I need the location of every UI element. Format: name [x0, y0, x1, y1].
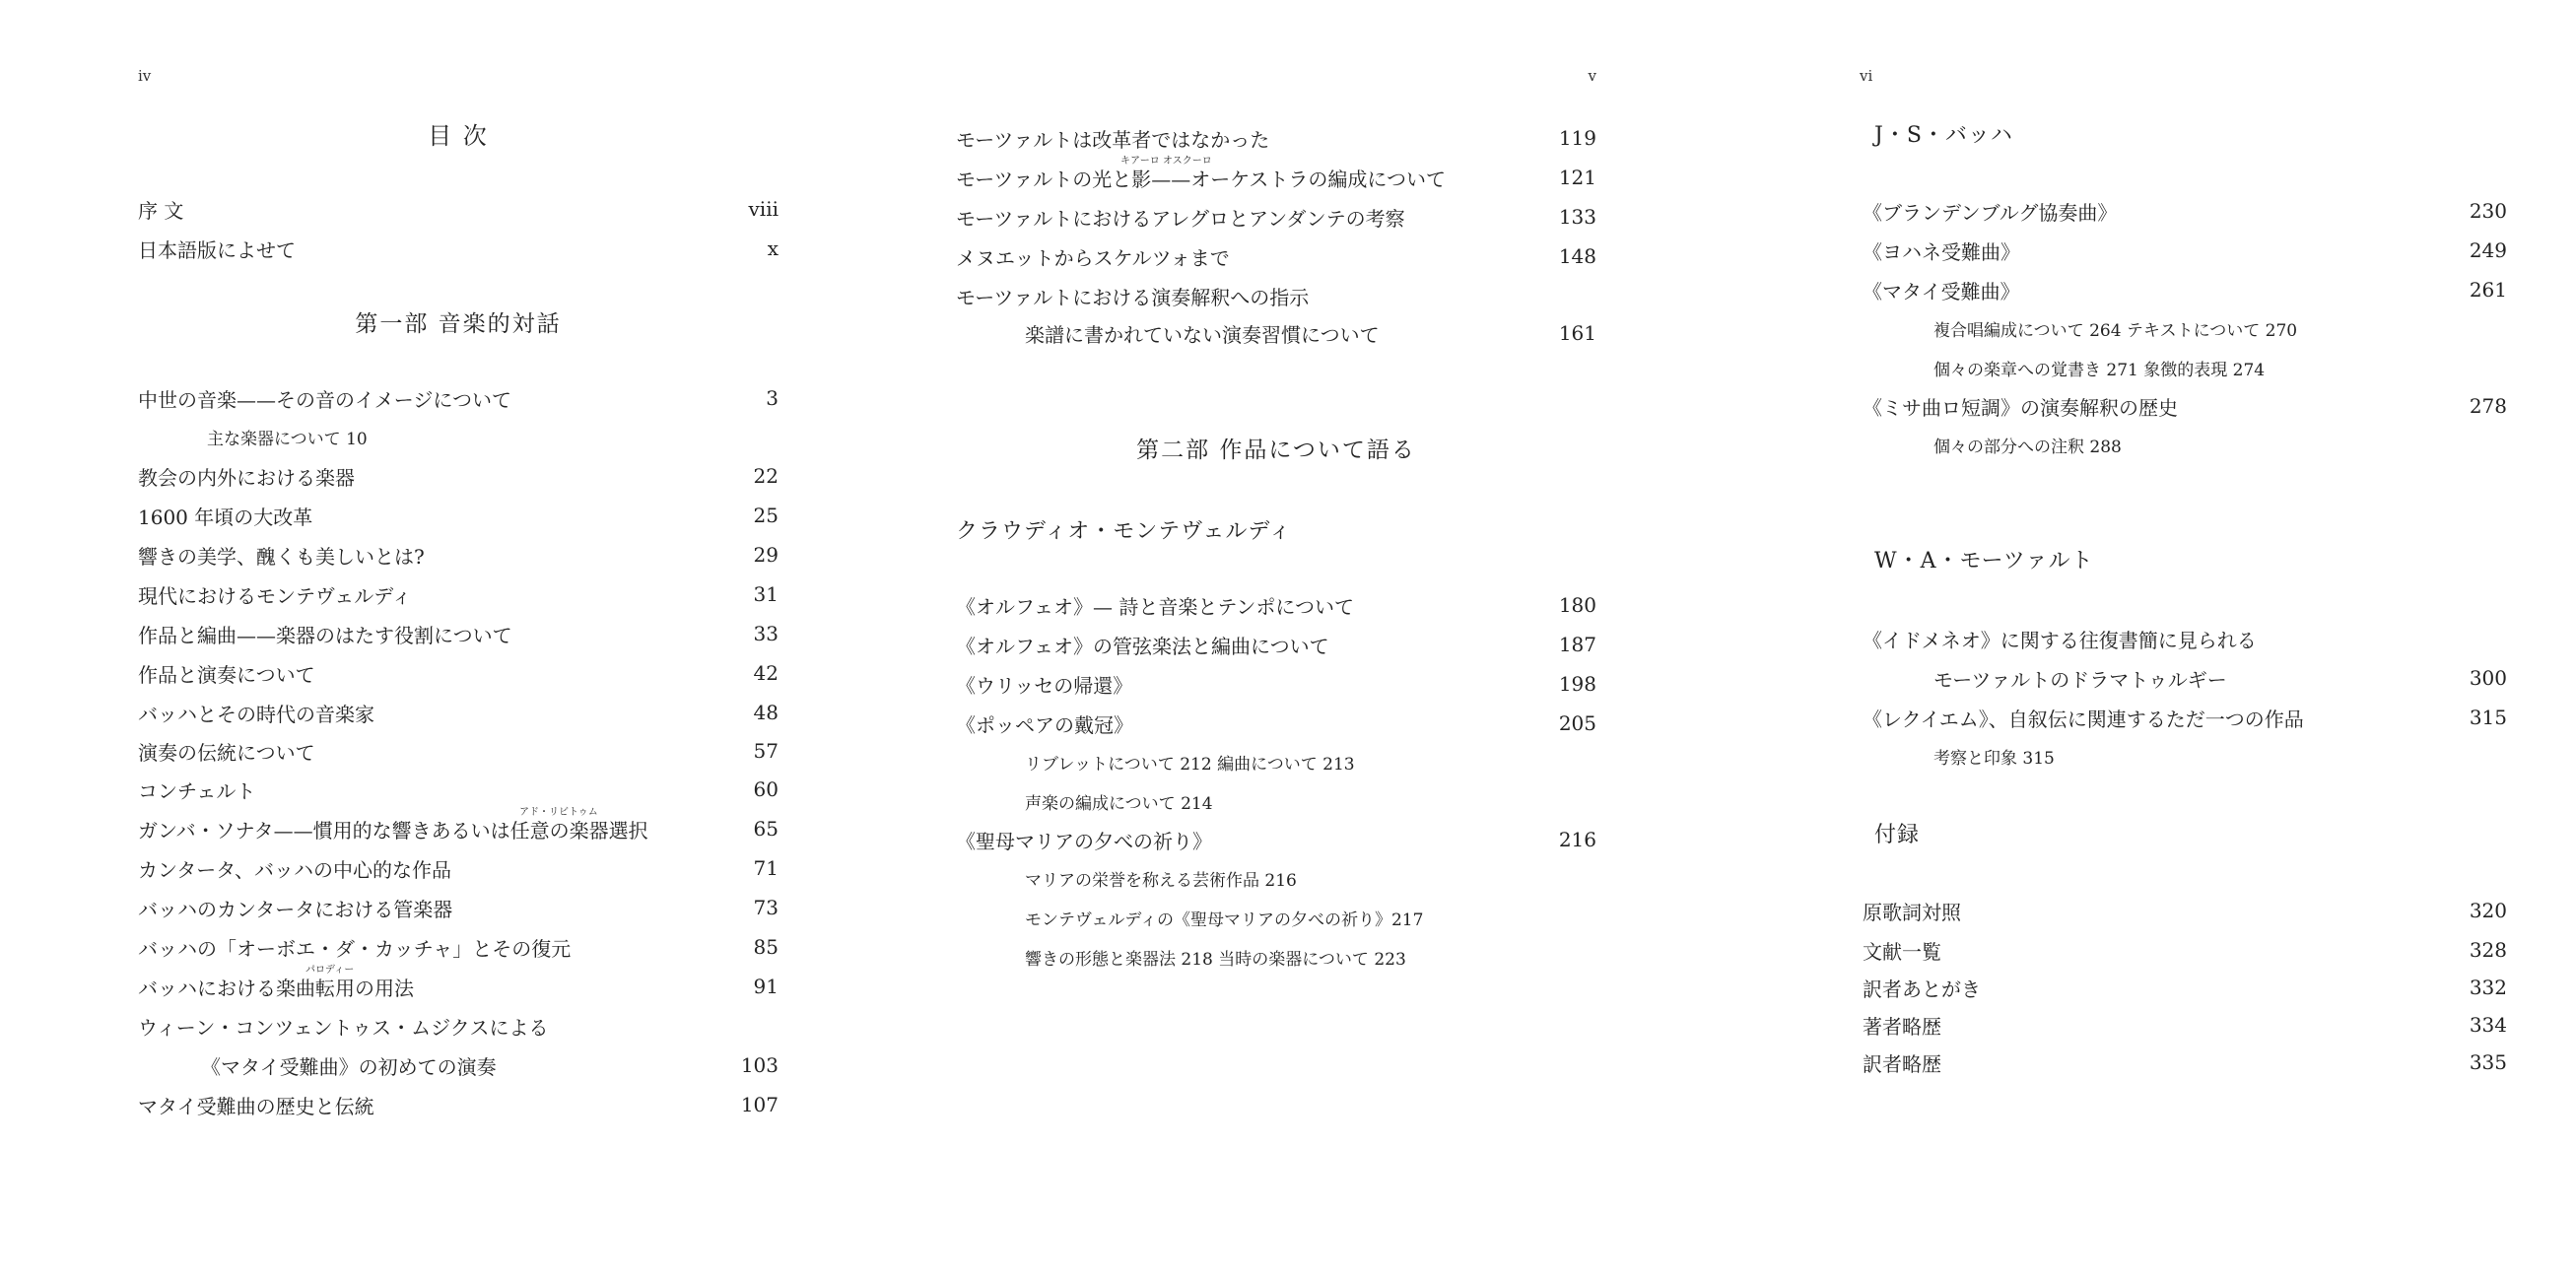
toc-entry-page: 320	[2469, 899, 2507, 922]
toc-entry-page: 25	[753, 504, 779, 527]
toc-entry-title: モーツァルトは改革者ではなかった	[956, 127, 1270, 152]
toc-entry-title: バッハの「オーボエ・ダ・カッチャ」とその復元	[138, 936, 572, 961]
toc-entry-title: 訳者あとがき	[1863, 977, 1981, 1001]
toc-entry[interactable]	[956, 585, 1596, 625]
toc-subentry-title: リブレットについて 212 編曲について 213	[1025, 754, 1355, 775]
toc-subentry[interactable]	[1025, 942, 1406, 972]
toc-entry[interactable]	[1863, 930, 2507, 970]
toc-subentry[interactable]	[1933, 430, 2122, 459]
toc-entry-title: 《レクイエム》、自叙伝に関連するただ一つの作品	[1863, 707, 2304, 731]
toc-entry[interactable]	[138, 653, 779, 693]
toc-entry-title: 楽譜に書かれていない演奏習慣について	[1025, 322, 1380, 347]
toc-entry[interactable]	[1863, 891, 2507, 930]
toc-entry[interactable]	[1863, 1043, 2507, 1082]
toc-subentry[interactable]	[207, 422, 368, 451]
toc-entry-page: 278	[2469, 394, 2507, 418]
toc-entry[interactable]	[138, 927, 779, 967]
toc-entry[interactable]	[138, 574, 779, 614]
toc-entry-page: 216	[1558, 828, 1596, 851]
toc-entry-page: 198	[1558, 672, 1596, 696]
ruby-light-shadow: キアーロ オスクーロ	[1120, 156, 1212, 167]
toc-entry-page: 230	[2469, 199, 2507, 223]
toc-entry-page: viii	[748, 197, 779, 221]
toc-entry-title: 《ブランデンブルグ協奏曲》	[1863, 200, 2118, 225]
toc-entry-title: 《オルフェオ》の管弦楽法と編曲について	[956, 634, 1329, 658]
toc-entry-title: 《オルフェオ》— 詩と音楽とテンポについて	[956, 594, 1354, 619]
toc-entry[interactable]	[956, 664, 1596, 704]
toc-entry-title: モーツァルトにおけるアレグロとアンダンテの考察	[956, 206, 1405, 231]
toc-subentry[interactable]	[1933, 353, 2265, 382]
toc-entry-page: 249	[2469, 238, 2507, 262]
toc-entry[interactable]	[138, 456, 779, 496]
toc-entry-title: バッハのカンタータにおける管楽器	[138, 897, 453, 921]
part2-title: 第二部 作品について語る	[1136, 438, 1416, 463]
toc-entry[interactable]	[201, 1045, 779, 1085]
part1-title: 第一部 音楽的対話	[355, 311, 562, 337]
toc-entry-title: バッハにおける楽曲転用の用法	[138, 976, 414, 1000]
toc-entry-page: 187	[1558, 633, 1596, 656]
toc-entry-title: 中世の音楽——その音のイメージについて	[138, 387, 511, 412]
toc-entry-page: 29	[753, 543, 779, 567]
toc-entry-page: 42	[753, 661, 779, 685]
toc-entry-preface[interactable]	[138, 189, 779, 229]
toc-entry-page: 48	[753, 701, 779, 724]
toc-entry-title: コンチェルト	[138, 778, 256, 803]
toc-entry-page: 85	[753, 935, 779, 959]
toc-entry-title: モーツァルトのドラマトゥルギー	[1933, 667, 2227, 692]
toc-entry-title: 日本語版によせて	[138, 237, 296, 262]
toc-entry-title: ウィーン・コンツェントゥス・ムジクスによる	[138, 1015, 549, 1040]
toc-entry-page: 300	[2469, 666, 2507, 690]
ruby-ad-libitum: アド・リビトゥム	[519, 807, 598, 818]
toc-entry-title: 現代におけるモンテヴェルディ	[138, 583, 412, 608]
toc-entry-title: ガンバ・ソナタ——慣用的な響きあるいは任意の楽器選択	[138, 818, 648, 843]
toc-entry-title: 序 文	[138, 198, 184, 223]
middle-page	[956, 0, 1596, 1281]
toc-entry-page: 334	[2469, 1013, 2507, 1037]
toc-entry[interactable]	[138, 967, 779, 1006]
page-number-right: vi	[1860, 67, 1873, 85]
toc-entry[interactable]	[1863, 698, 2507, 737]
toc-entry-title: 教会の内外における楽器	[138, 465, 355, 490]
section-appendix: 付録	[1874, 823, 1921, 847]
toc-entry-title: 著者略歴	[1863, 1014, 1941, 1039]
toc-entry-title: 文献一覧	[1863, 939, 1941, 964]
toc-entry[interactable]	[138, 614, 779, 653]
toc-entry-title: 1600 年頃の大改革	[138, 505, 313, 529]
left-page	[138, 0, 779, 1281]
toc-entry-title: 響きの美学、醜くも美しいとは?	[138, 544, 425, 569]
toc-subentry-title: 個々の楽章への覚書き 271 象徴的表現 274	[1933, 360, 2266, 380]
toc-entry[interactable]	[956, 158, 1596, 197]
page-number-middle: v	[1588, 67, 1596, 85]
toc-entry-title: 訳者略歴	[1863, 1051, 1941, 1076]
toc-subentry[interactable]	[1025, 786, 1213, 816]
toc-entry-page: 73	[753, 896, 779, 919]
toc-entry-page: 60	[753, 777, 779, 801]
toc-entry[interactable]	[1933, 658, 2507, 698]
toc-entry-title: 《ミサ曲ロ短調》の演奏解釈の歴史	[1863, 395, 2178, 420]
toc-entry-title: 作品と編曲——楽器のはたす役割について	[138, 623, 512, 647]
toc-entry-title: 《イドメネオ》に関する往復書簡に見られる	[1863, 628, 2257, 652]
toc-entry[interactable]	[956, 704, 1596, 743]
toc-subentry-title: 主な楽器について 10	[207, 429, 368, 449]
toc-entry-page: 107	[740, 1093, 779, 1116]
toc-entry-page: 332	[2469, 976, 2507, 999]
toc-entry-title: メヌエットからスケルツォまで	[956, 245, 1230, 270]
section-monteverdi: クラウディオ・モンテヴェルディ	[956, 519, 1292, 544]
toc-entry[interactable]	[956, 820, 1596, 859]
toc-entry-page: 261	[2469, 278, 2507, 302]
ruby-parody: パロディー	[305, 965, 355, 976]
toc-entry-page: 119	[1558, 126, 1596, 150]
toc-entry-japanese-foreword[interactable]	[138, 229, 779, 268]
toc-entry[interactable]	[138, 496, 779, 535]
toc-entry[interactable]	[956, 236, 1596, 276]
toc-entry-page: 91	[753, 975, 779, 998]
toc-entry-title: 作品と演奏について	[138, 662, 315, 687]
toc-entry-title: 《ヨハネ受難曲》	[1863, 239, 2020, 264]
toc-subentry-title: マリアの栄誉を称える芸術作品 216	[1025, 870, 1297, 891]
toc-entry-page: 65	[753, 817, 779, 841]
toc-entry-page: 161	[1558, 321, 1596, 345]
toc-subentry-title: 考察と印象 315	[1933, 748, 2055, 769]
toc-entry-title: 《マタイ受難曲》の初めての演奏	[201, 1054, 497, 1079]
toc-entry-page: 22	[753, 464, 779, 488]
toc-entry-page: 148	[1558, 244, 1596, 268]
toc-entry[interactable]	[138, 809, 779, 848]
toc-entry-title: モーツァルトの光と影——オーケストラの編成について	[956, 167, 1446, 191]
toc-entry-page: 31	[753, 582, 779, 606]
toc-entry-page: 3	[766, 386, 779, 410]
toc-entry-title: カンタータ、バッハの中心的な作品	[138, 857, 451, 882]
toc-entry-title: マタイ受難曲の歴史と伝統	[138, 1094, 374, 1118]
toc-entry-title: バッハとその時代の音楽家	[138, 702, 374, 726]
toc-entry-title: 《マタイ受難曲》	[1863, 279, 2020, 303]
toc-entry-page: 57	[753, 739, 779, 763]
toc-entry[interactable]	[956, 118, 1596, 158]
toc-entry-page: 133	[1558, 205, 1596, 229]
toc-subentry[interactable]	[1025, 747, 1355, 776]
toc-entry[interactable]	[138, 693, 779, 732]
toc-entry-page: 103	[740, 1053, 779, 1077]
toc-entry-title: 《ポッペアの戴冠》	[956, 712, 1133, 737]
toc-entry[interactable]	[1863, 231, 2507, 270]
toc-entry[interactable]	[956, 625, 1596, 664]
toc-entry[interactable]	[956, 276, 1596, 315]
toc-entry[interactable]	[1863, 619, 2507, 658]
toc-entry[interactable]	[138, 888, 779, 927]
toc-subentry-title: モンテヴェルディの《聖母マリアの夕べの祈り》217	[1025, 910, 1424, 930]
toc-entry-title: 原歌詞対照	[1863, 900, 1961, 924]
toc-entry-page: 335	[2469, 1050, 2507, 1074]
toc-subentry[interactable]	[1933, 741, 2055, 771]
toc-entry[interactable]	[138, 1085, 779, 1124]
toc-entry-page: 71	[753, 856, 779, 880]
toc-entry-page: 33	[753, 622, 779, 645]
toc-entry-title: 演奏の伝統について	[138, 740, 315, 765]
toc-title: 目 次	[428, 122, 489, 150]
toc-subentry[interactable]	[1933, 313, 2297, 343]
toc-subentry-title: 声楽の編成について 214	[1025, 793, 1213, 814]
toc-entry[interactable]	[138, 731, 779, 771]
toc-subentry-title: 個々の部分への注釈 288	[1933, 437, 2122, 457]
toc-entry[interactable]	[138, 770, 779, 809]
toc-entry[interactable]	[1025, 313, 1596, 353]
toc-entry-page: x	[767, 236, 779, 260]
toc-entry[interactable]	[1863, 270, 2507, 309]
section-bach: J・S・バッハ	[1874, 123, 2013, 148]
toc-subentry[interactable]	[1025, 863, 1297, 893]
page-number-left: iv	[138, 67, 152, 85]
toc-subentry-title: 複合唱編成について 264 テキストについて 270	[1933, 320, 2298, 341]
toc-entry-page: 121	[1558, 166, 1596, 189]
toc-subentry[interactable]	[1025, 903, 1423, 932]
toc-entry[interactable]	[1863, 968, 2507, 1007]
toc-entry-title: 《聖母マリアの夕べの祈り》	[956, 829, 1212, 853]
toc-subentry-title: 響きの形態と楽器法 218 当時の楽器について 223	[1025, 949, 1406, 970]
toc-entry[interactable]	[1863, 191, 2507, 231]
toc-entry-page: 180	[1558, 593, 1596, 617]
toc-entry[interactable]	[1863, 386, 2507, 426]
toc-entry[interactable]	[956, 197, 1596, 236]
toc-entry[interactable]	[1863, 1005, 2507, 1045]
right-page	[1860, 0, 2507, 1281]
toc-entry[interactable]	[138, 1006, 779, 1045]
toc-entry[interactable]	[138, 378, 779, 418]
toc-entry[interactable]	[138, 848, 779, 888]
toc-entry-page: 315	[2469, 706, 2507, 729]
toc-entry[interactable]	[138, 535, 779, 574]
toc-entry-title: 《ウリッセの帰還》	[956, 673, 1133, 698]
toc-entry-page: 205	[1558, 711, 1596, 735]
section-mozart: W・A・モーツァルト	[1874, 549, 2094, 573]
toc-entry-page: 328	[2469, 938, 2507, 962]
toc-entry-title: モーツァルトにおける演奏解釈への指示	[956, 285, 1310, 309]
